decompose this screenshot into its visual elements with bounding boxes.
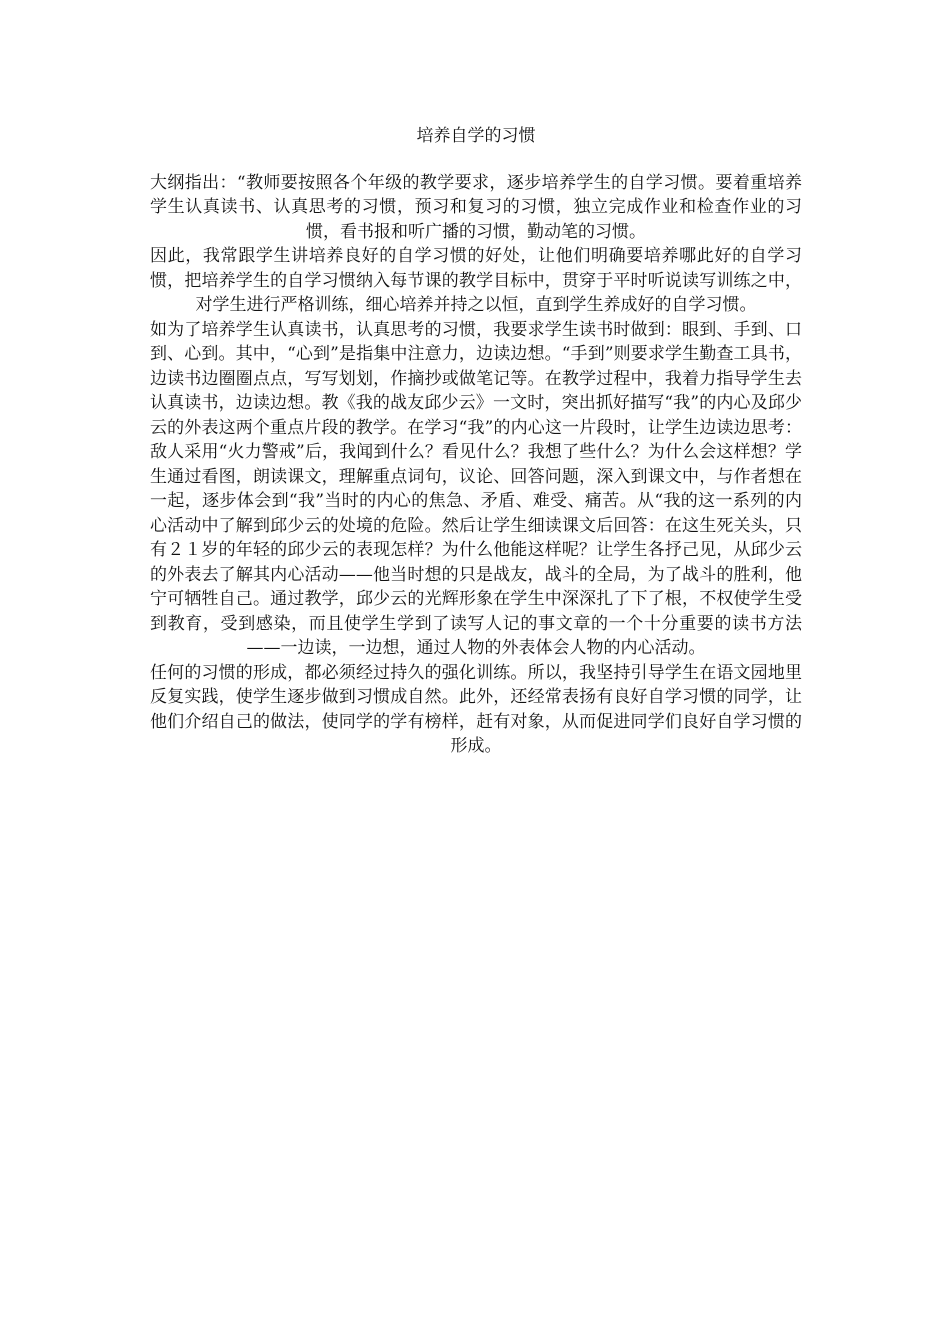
- paragraph-1: 大纲指出：“教师要按照各个年级的教学要求，逐步培养学生的自学习惯。要着重培养学生认真读书、认真思考的习惯，预习和复习的习惯，独立完成作业和检查作业的习惯，看书报和听广播的习惯，勤动笔的习惯。: [150, 172, 802, 242]
- paragraph-4: 任何的习惯的形成，都必须经过持久的强化训练。所以，我坚持引导学生在语文园地里反复实践，使学生逐步做到习惯成自然。此外，还经常表扬有良好自学习惯的同学，让他们介绍自己的做法，使同学的学有榜样，赶有对象，从而促进同学们良好自学习惯的形成。: [150, 662, 802, 756]
- document-body: [150, 124, 802, 759]
- document-title: 培养自学的习惯: [416, 126, 536, 146]
- paragraph-2: 因此，我常跟学生讲培养良好的自学习惯的好处，让他们明确要培养哪此好的自学习惯，把培养学生的自学习惯纳入每节课的教学目标中，贯穿于平时听说读写训练之中，对学生进行严格训练，细心培养并持之以恒，直到学生养成好的自学习惯。: [150, 246, 802, 315]
- paragraph-3: 如为了培养学生认真读书，认真思考的习惯，我要求学生读书时做到：眼到、手到、口到、心到。其中，“心到”是指集中注意力，边读边想。“手到”则要求学生勤查工具书，边读书边圈圈点点，写写划划，作摘抄或做笔记等。在教学过程中，我着力指导学生去认真读书，边读边想。教《我的战友邱少云》一文时，突出抓好描写“我”的内心及邱少云的外表这两个重点片段的教学。在学习“我”的内心这一片段时，让学生边读边思考：敌人采用“火力警戒”后，我闻到什么？看见什么？我想了些什么？为什么会这样想？学生通过看图，朗读课文，理解重点词句，议论、回答问题，深入到课文中，与作者想在一起，逐步体会到“我”当时的内心的焦急、矛盾、难受、痛苦。从“我的这一系列的内心活动中了解到邱少云的处境的危险。然后让学生细读课文后回答：在这生死关头，只有２１岁的年轻的邱少云的表现怎样？为什么他能这样呢？让学生各抒己见，从邱少云的外表去了解其内心活动——他当时想的只是战友，战斗的全局，为了战斗的胜利，他宁可牺牲自己。通过教学，邱少云的光辉形象在学生中深深扎了下了根，不权使学生受到教育，受到感染，而且使学生学到了读写人记的事文章的一个十分重要的读书方法——一边读，一边想，通过人物的外表体会人物的内心活动。: [150, 319, 802, 658]
